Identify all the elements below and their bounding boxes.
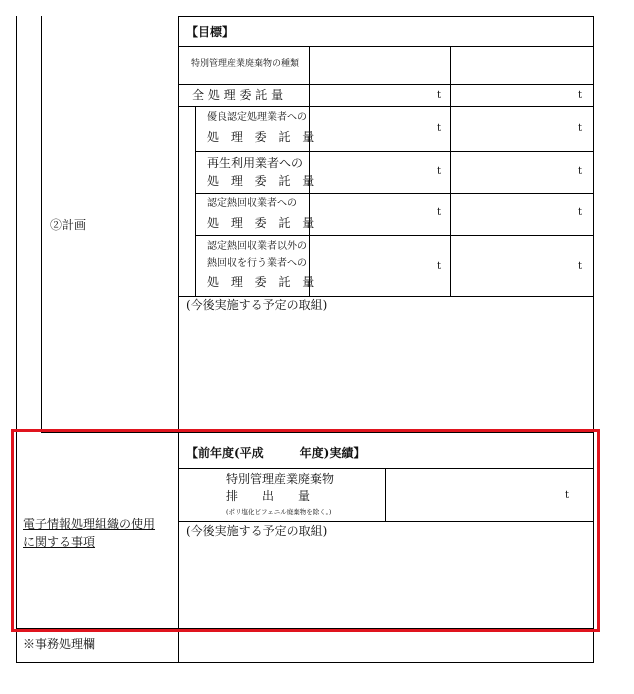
plan-label: ②計画 — [50, 218, 87, 232]
row2-bottom — [195, 193, 594, 194]
row3-line1: 認定熱回収業者への — [207, 198, 297, 209]
electronic-future-label: (今後実施する予定の取組) — [186, 524, 328, 538]
waste-type-bottom — [178, 84, 594, 85]
row2-unit-2: t — [578, 166, 583, 177]
waste-type-label: 特別管理産業廃棄物の種類 — [191, 59, 300, 69]
target-heading: 【目標】 — [186, 25, 235, 39]
row3-line2: 処 理 委 託 量 — [207, 216, 319, 230]
row1-line2: 処 理 委 託 量 — [207, 130, 319, 144]
row4-unit-2: t — [578, 261, 583, 272]
row2-line2: 処 理 委 託 量 — [207, 174, 319, 188]
row1-unit-1: t — [437, 123, 442, 134]
row3-bottom — [195, 235, 594, 236]
total-unit-1: t — [437, 90, 442, 101]
row2-unit-1: t — [437, 166, 442, 177]
row3-unit-2: t — [578, 207, 583, 218]
frame-bottom — [16, 662, 594, 663]
electronic-label-line2: に関する事項 — [23, 535, 96, 549]
value-col-left — [309, 46, 310, 297]
row2-line1: 再生利用業者への — [207, 156, 304, 170]
target-heading-bottom — [178, 46, 594, 47]
total-label: 全 処 理 委 託 量 — [192, 88, 284, 102]
sub-indent-line — [195, 106, 196, 297]
table-bottom — [178, 296, 594, 297]
row4-line2: 熱回収を行う業者への — [207, 258, 307, 269]
row4-unit-1: t — [437, 261, 442, 272]
emission-line1: 特別管理産業廃棄物 — [226, 472, 335, 486]
row1-unit-2: t — [578, 123, 583, 134]
value-col-mid — [450, 46, 451, 297]
row4-line1: 認定熱回収業者以外の — [207, 241, 307, 252]
total-unit-2: t — [578, 90, 583, 101]
office-note: ※事務処理欄 — [23, 637, 96, 651]
emission-line2: 排 出 量 — [226, 489, 311, 503]
plan-future-label: (今後実施する予定の取組) — [186, 298, 328, 312]
row1-line1: 優良認定処理業者への — [207, 112, 307, 123]
row3-unit-1: t — [437, 207, 442, 218]
row1-bottom — [195, 151, 594, 152]
row4-line3: 処 理 委 託 量 — [207, 275, 319, 289]
frame-top-right — [178, 16, 594, 17]
total-row-bottom — [178, 106, 594, 107]
plan-inner-left — [41, 16, 42, 432]
emission-note: (ポリ塩化ビフェニル廃棄物を除く。) — [226, 508, 332, 516]
electronic-label-line1: 電子情報処理組織の使用 — [23, 517, 156, 531]
electronic-heading: 【前年度(平成 年度)実績】 — [186, 446, 366, 460]
emission-unit: t — [565, 490, 570, 501]
